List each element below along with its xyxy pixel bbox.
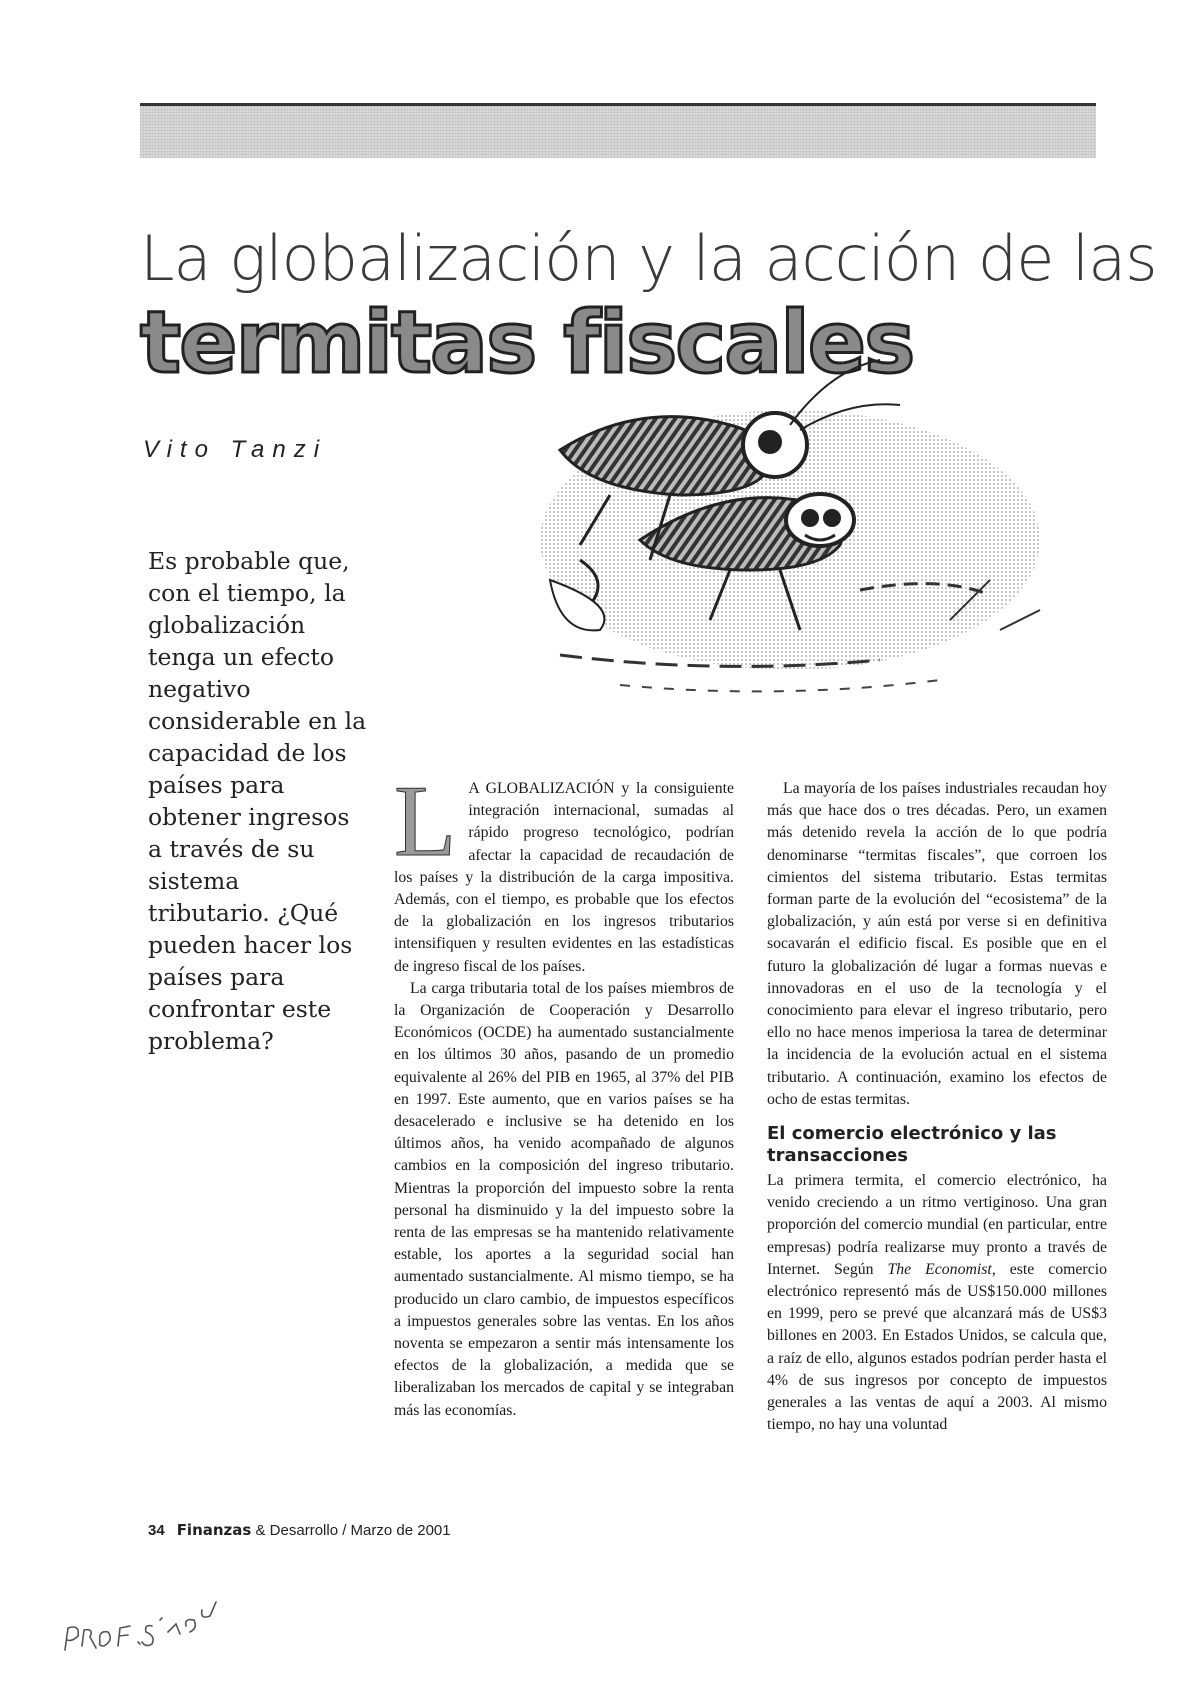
paragraph-4-part-a: La primera termita, el comercio electrónico, ha venido creciendo a un ritmo vertiginoso. Una gran proporción del comercio mundial (en particular, entre empresas) podría realizarse muy pronto a través de Internet. Según [767, 1172, 1107, 1278]
handwritten-note [60, 1590, 220, 1660]
paragraph-1: A GLOBALIZACIÓN y la consiguiente integración internacional, sumadas al rápido progreso tecnológico, podrían afectar la capacidad de recaudación de los países y la distribución de la carga impositiva. Además, con el tiempo, es probable que los efectos de la globalización en los ingresos tributarios intensifiquen y resulten evidentes en las estadísticas de ingreso fiscal de los países. [394, 780, 734, 975]
section-heading: El comercio electrónico y las transacciones [767, 1123, 1057, 1167]
source-title: The Economist [887, 1260, 992, 1278]
page-footer [148, 1521, 451, 1539]
paragraph-4 [767, 1170, 1107, 1436]
dropcap: L [394, 778, 457, 878]
title-line-1: La globalización y la acción de las [140, 222, 1157, 295]
header-band [140, 103, 1096, 158]
footer-issue: & Desarrollo / Marzo de 2001 [251, 1522, 451, 1539]
magazine-name: Finanzas [176, 1521, 252, 1539]
paragraph-4-part-b: , este comercio electrónico representó más de US$150.000 millones en 1999, pero se prevé que alcanzará más de US$3 billones en 2003. En Estados Unidos, se calcula que, a raíz de ello, algunos estados podrían perder hasta el 4% de sus ingresos por concepto de impuestos generales a las ventas de aquí a 2003. Al mismo tiempo, no hay una voluntad [767, 1260, 1107, 1434]
paragraph-2: La carga tributaria total de los países miembros de la Organización de Cooperación y Desarrollo Económicos (OCDE) ha aumentado sustancialmente en los últimos 30 años, pasando de un promedio equivalente al 26% del PIB en 1965, al 37% del PIB en 1997. Este aumento, que en varios países se ha desacelerado e inclusive se ha detenido en los últimos años, ha venido acompañado de algunos cambios en la composición del ingreso tributario. Mientras la proporción del impuesto sobre la renta personal ha disminuido y la del impuesto sobre la renta de las empresas se ha mantenido relativamente estable, los aportes a la seguridad social han aumentado sustancialmente. Al mismo tiempo, se ha producido un claro cambio, de impuestos específicos a impuestos generales sobre las ventas. En los años noventa se empezaron a sentir más intensamente los efectos de la globalización, a medida que se liberalizaban los mercados de capital y se integraban más las economías. [394, 979, 734, 1419]
body-column-1 [394, 778, 734, 1478]
body-column-2 [767, 778, 1107, 1478]
title-line-2: termitas fiscales [140, 293, 914, 393]
lede-text: Es probable que, con el tiempo, la globalización tenga un efecto negativo considerable en la capacidad de los países para obtener ingresos a través de su sistema tributario. ¿Qué pueden hacer los países para confrontar este problema? [148, 547, 367, 1055]
termite-illustration-icon [520, 330, 1070, 725]
author-name: Vito Tanzi [143, 436, 328, 463]
paragraph-3: La mayoría de los países industriales recaudan hoy más que hace dos o tres décadas. Pero, un examen más detenido revela la acción de lo que podría denominarse “termitas fiscales”, que corroen los cimientos del sistema tributario. Estas termitas forman parte de la evolución del “ecosistema” de la globalización, y aún está por verse si en definitiva socavarán el edificio fiscal. Es posible que en el futuro la globalización dé lugar a formas nuevas e innovadoras en el uso de la tecnología y el conocimiento para elevar el ingreso tributario, pero ello no hace menos imperiosa la tarea de determinar la incidencia de la evolución actual en el sistema tributario. A continuación, examino los efectos de ocho de estas termitas. [767, 780, 1107, 1108]
page-number: 34 [148, 1522, 165, 1539]
